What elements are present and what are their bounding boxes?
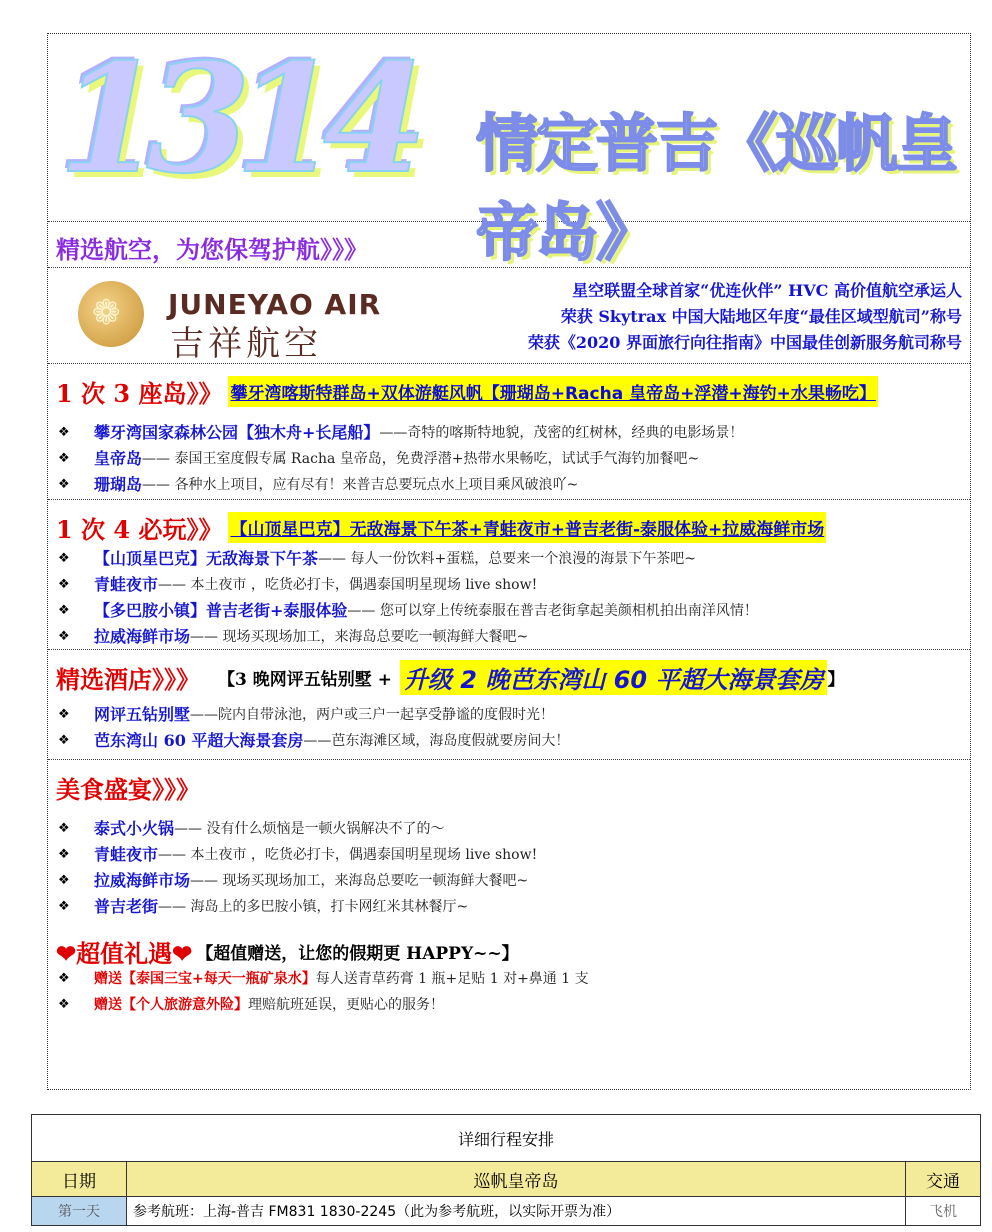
list-item: ❖ 【山顶星巴克】无敌海景下午茶 —— 每人一份饮料+蛋糕，总要来一个浪漫的海景下午茶吧~ [58,546,758,572]
list-item: ❖ 拉威海鲜市场 —— 现场买现场加工，来海岛总要吃一顿海鲜大餐吧~ [58,868,537,894]
hotel-sub: 【3 晚网评五钻别墅 + [218,670,392,690]
diamond-bullet-icon: ❖ [58,733,70,748]
itinerary-caption: 详细行程安排 [32,1115,981,1162]
gifts-sub: 【超值赠送，让您的假期更 HAPPY~~】 [196,944,519,964]
play-section [48,500,970,650]
diamond-bullet-icon: ❖ [58,603,70,618]
list-item: ❖ 青蛙夜市 —— 本土夜市 ，吃货必打卡，偶遇泰国明星现场 live show! [58,842,537,868]
diamond-bullet-icon: ❖ [58,629,70,644]
row-day: 第一天 [32,1197,127,1226]
airline-awards [528,278,962,356]
diamond-bullet-icon: ❖ [58,821,70,836]
list-item: ❖ 泰式小火锅 —— 没有什么烦恼是一顿火锅解决不了的～ [58,816,537,842]
list-item: ❖ 赠送【个人旅游意外险】 理赔航班延误，更贴心的服务！ [58,992,589,1018]
list-item: ❖ 【多巴胺小镇】普吉老街+泰服体验 —— 您可以穿上传统泰服在普吉老街拿起美颜相机拍出南洋风情！ [58,598,758,624]
islands-section [48,364,970,500]
juneyao-logo-icon: ❁ [78,281,144,347]
row-transport: 飞机 [906,1197,981,1226]
row-desc: 参考航班：上海-普吉 FM831 1830-2245（此为参考航班，以实际开票为准） [127,1197,906,1226]
diamond-bullet-icon: ❖ [58,477,70,492]
diamond-bullet-icon: ❖ [58,899,70,914]
itinerary-table [31,1114,981,1226]
diamond-bullet-icon: ❖ [58,971,70,986]
diamond-bullet-icon: ❖ [58,577,70,592]
award-line: 星空联盟全球首家“优连伙伴” HVC 高价值航空承运人 [572,281,962,300]
diamond-bullet-icon: ❖ [58,873,70,888]
diamond-bullet-icon: ❖ [58,425,70,440]
diamond-bullet-icon: ❖ [58,451,70,466]
airline-logo-row [48,268,970,364]
diamond-bullet-icon: ❖ [58,551,70,566]
table-header-row [32,1162,981,1197]
list-item: ❖ 芭东湾山 60 平超大海景套房 ——芭东海滩区域，海岛度假就要房间大！ [58,728,569,754]
list-item: ❖ 皇帝岛 —— 泰国王室度假专属 Racha 皇帝岛，免费浮潜+热带水果畅吃，试试手气海钓加餐吧~ [58,446,743,472]
gifts-section [48,920,970,1090]
award-line: 荣获《2020 界面旅行向往指南》中国最佳创新服务航司称号 [527,333,962,352]
list-item: ❖ 攀牙湾国家森林公园【独木舟+长尾船】 ——奇特的喀斯特地貌，茂密的红树林，经典的电影场景！ [58,420,743,446]
hotel-section [48,650,970,760]
section-heading: ❤超值礼遇❤ [56,939,193,968]
brochure-frame [47,33,971,1090]
list-item: ❖ 青蛙夜市 —— 本土夜市 ，吃货必打卡，偶遇泰国明星现场 live show! [58,572,758,598]
logo-chinese: 吉祥航空 [170,324,322,364]
hotel-upgrade: 升级 2 晚芭东湾山 60 平超大海景套房 [400,660,828,695]
table-row [32,1197,981,1226]
list-item: ❖ 赠送【泰国三宝+每天一瓶矿泉水】 每人送青草药膏 1 瓶+足贴 1 对+鼻通 1 支 [58,966,589,992]
list-item: ❖ 拉威海鲜市场 —— 现场买现场加工，来海岛总要吃一顿海鲜大餐吧~ [58,624,758,650]
section-heading: 1 次 4 必玩》》 [56,515,223,544]
logo-english: JUNEYAO AIR [168,288,382,321]
airline-tagline: 精选航空，为您保驾护航》》》 [56,236,368,264]
header-route: 巡帆皇帝岛 [127,1162,906,1197]
banner-number: 1314 [58,31,412,207]
list-item: ❖ 网评五钻别墅 ——院内自带泳池，两户或三户一起享受静谧的度假时光！ [58,702,569,728]
header-date: 日期 [32,1162,127,1197]
section-heading: 美食盛宴》》》 [56,775,200,804]
list-item: ❖ 普吉老街 —— 海岛上的多巴胺小镇，打卡网红米其林餐厅~ [58,894,537,920]
section-heading: 精选酒店》》》 [56,665,200,694]
header-transport: 交通 [906,1162,981,1197]
section-highlight: 【山顶星巴克】无敌海景下午茶+青蛙夜市+普吉老街-泰服体验+拉威海鲜市场 [228,512,826,543]
award-line: 荣获 Skytrax 中国大陆地区年度“最佳区域型航司”称号 [560,307,962,326]
hotel-close: 】 [827,670,845,690]
diamond-bullet-icon: ❖ [58,707,70,722]
airline-section [48,222,970,268]
section-heading: 1 次 3 座岛》》 [56,379,223,408]
section-highlight: 攀牙湾喀斯特群岛+双体游艇风帆【珊瑚岛+Racha 皇帝岛+浮潜+海钓+水果畅吃】 [228,376,877,407]
banner-title: 情定普吉《巡帆皇帝岛》 [476,107,957,269]
diamond-bullet-icon: ❖ [58,847,70,862]
diamond-bullet-icon: ❖ [58,997,70,1012]
list-item: ❖ 珊瑚岛 —— 各种水上项目，应有尽有！来普吉总要玩点水上项目乘风破浪吖~ [58,472,743,498]
food-section [48,760,970,920]
